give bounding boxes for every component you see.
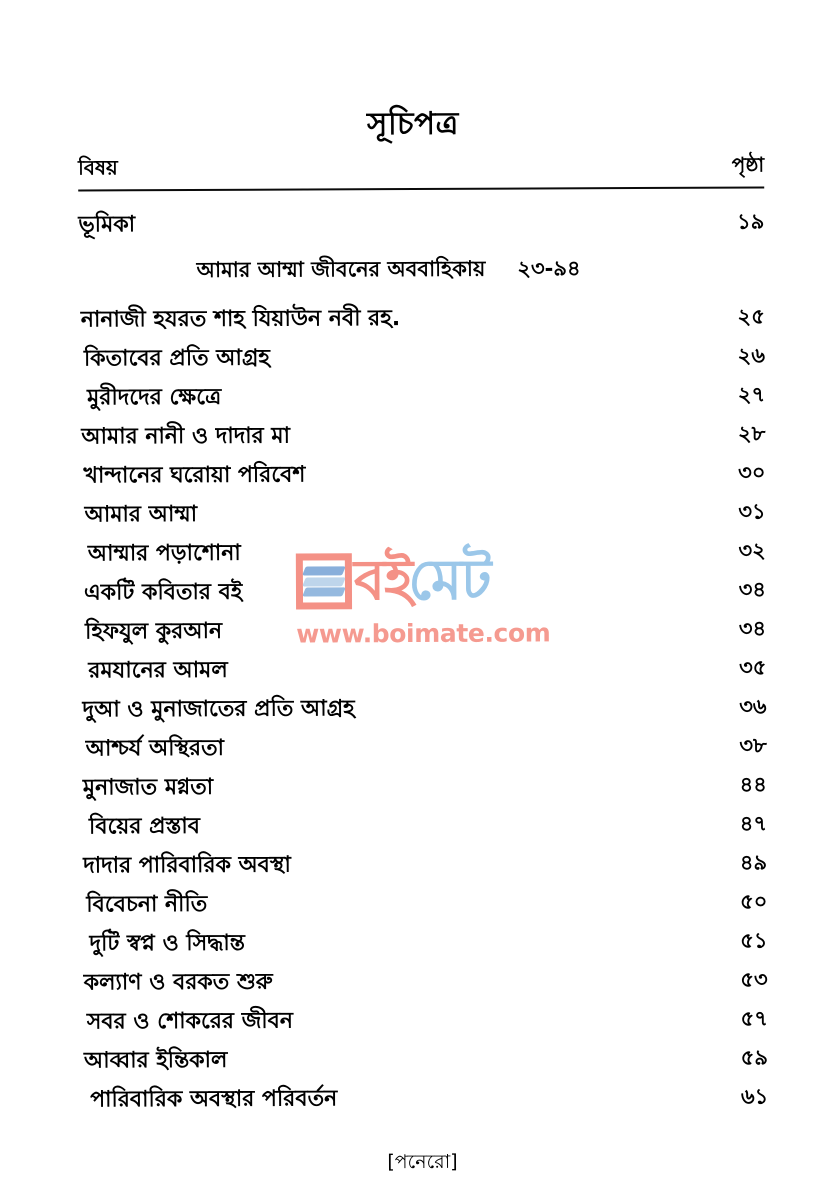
toc-entry-page: ২৬ [737,343,766,368]
toc-entry-page: ৩০ [738,460,766,485]
toc-entry-label: একটি কবিতার বই [83,579,243,606]
toc-entry-page: ৫৩ [740,967,768,992]
toc-entry-page: ৫৯ [740,1045,769,1070]
toc-entry-page: ৩২ [738,538,766,563]
toc-section-label: আমার আম্মা জীবনের অববাহিকায় [196,256,486,282]
toc-entry-page: ৩১ [738,499,766,524]
page-footer-text: [পনেরো] [387,1150,458,1174]
toc-row[interactable] [81,806,767,848]
toc-entry-label: মুরীদদের ক্ষেত্রে [87,384,222,411]
page-title [0,98,838,154]
toc-entry-label: আম্মার পড়াশোনা [87,540,241,567]
toc-row[interactable] [80,650,766,692]
toc-row[interactable] [80,611,766,653]
toc-entry-page: ৬১ [740,1084,769,1109]
toc-row[interactable] [82,1040,768,1082]
toc-entry-label: খান্দানের ঘরোয়া পরিবেশ [83,462,306,489]
header-divider [78,186,764,191]
toc-entry-label: কিতাবের প্রতি আগ্রহ [83,345,271,372]
toc-entry-label: কল্যাণ ও বরকত শুরু [83,969,273,996]
toc-entry-page: ৫১ [740,928,768,953]
toc-row[interactable] [80,572,766,614]
page-title-text: সূচিপত্র [366,105,459,143]
toc-entry-label: ভূমিকা [78,212,136,238]
watermark-brand-part2: মেট [408,547,491,614]
toc-entry-label: দাদার পারিবারিক অবস্থা [83,852,291,879]
page-footer [2,1146,840,1182]
toc-entry-label: সবর ও শোকরের জীবন [86,1008,294,1035]
toc-entry-page: ৩৫ [738,655,767,680]
toc-row[interactable] [82,962,768,1004]
toc-entry-page: ৩৬ [739,694,767,719]
column-header-page: পৃষ্ঠা [731,152,765,177]
toc-entry-label: আমার আম্মা [84,501,198,528]
toc-row[interactable] [79,338,765,380]
toc-row[interactable] [80,533,766,575]
toc-entry-page: ২৫ [737,304,765,329]
toc-row[interactable] [80,494,766,536]
toc-list [78,204,768,1121]
toc-row[interactable] [81,728,767,770]
toc-section-range: ২৩-৯৪ [517,256,581,281]
toc-entry-label: দুটি স্বপ্ন ও সিদ্ধান্ত [89,930,245,957]
toc-entry-page: ১৯ [737,209,765,234]
toc-entry-label: মুনাজাত মগ্নতা [82,774,214,801]
toc-row[interactable] [79,416,765,458]
toc-entry-page: ৫০ [740,889,768,914]
toc-entry-page: ৩৪ [738,577,767,602]
toc-entry-label: বিবেচনা নীতি [86,891,208,918]
toc-row-preface[interactable] [78,204,764,246]
toc-entry-page: ২৭ [737,382,766,407]
toc-row[interactable] [81,923,767,965]
toc-entry-label: হিফযুল কুরআন [85,618,223,645]
toc-entry-page: ৩৪ [738,616,767,641]
toc-entry-page: ৩৮ [739,733,767,758]
toc-entry-label: পারিবারিক অবস্থার পরিবর্তন [90,1086,338,1113]
toc-row[interactable] [79,455,765,497]
toc-row[interactable] [81,767,767,809]
toc-entry-page: ৪৪ [739,772,767,797]
toc-row[interactable] [82,1079,768,1121]
toc-row[interactable] [81,845,767,887]
watermark-url: www.boimate.com [296,618,551,649]
toc-row[interactable] [81,884,767,926]
toc-row[interactable] [82,1001,768,1043]
watermark-brand-part1: বই [353,548,413,614]
toc-entry-page: ৪৯ [739,850,768,875]
toc-entry-label: আশ্চর্য অস্থিরতা [85,735,225,762]
toc-entry-label: আব্বার ইন্তিকাল [83,1047,228,1074]
column-header-subject: বিষয় [78,155,118,180]
toc-entry-label: রমযানের আমল [88,657,228,684]
toc-entry-page: ৪৭ [739,811,768,836]
toc-entry-page: ২৮ [737,421,766,446]
toc-entry-label: আমার নানী ও দাদার মা [81,423,291,450]
toc-row[interactable] [79,377,765,419]
toc-entry-label: দুআ ও মুনাজাতের প্রতি আগ্রহ [82,696,355,723]
toc-section-heading [79,251,765,302]
table-header-row [78,150,764,186]
toc-entry-label: বিয়ের প্রস্তাব [88,813,201,840]
toc-row[interactable] [80,689,766,731]
toc-row[interactable] [79,299,765,341]
toc-entry-page: ৫৭ [740,1006,768,1031]
toc-entry-label: নানাজী হযরত শাহ যিয়াউন নবী রহ. [80,306,401,333]
